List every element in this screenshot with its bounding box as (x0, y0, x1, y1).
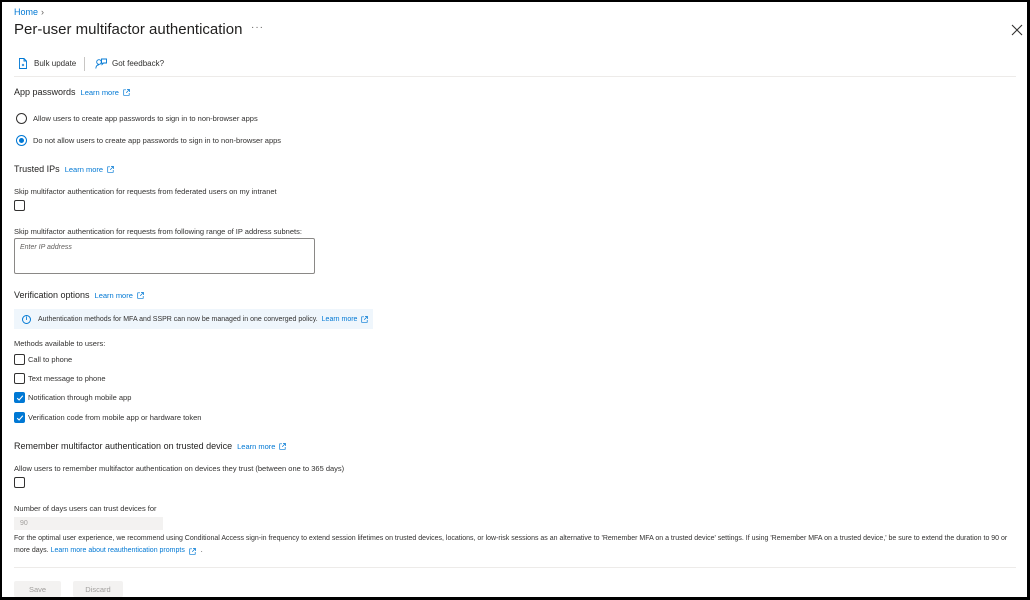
external-link-icon (123, 89, 130, 96)
radio-label: Allow users to create app passwords to sign in to non-browser apps (33, 114, 258, 123)
feedback-button[interactable] (95, 58, 164, 69)
methods-available-label: Methods available to users: (14, 339, 106, 348)
discard-button[interactable] (73, 581, 123, 597)
trust-days-value: 90 (20, 520, 28, 527)
page-title: Per-user multifactor authentication (14, 21, 243, 38)
remember-mfa-title: Remember multifactor authentication on trusted device (14, 441, 233, 451)
radio-button-selected[interactable] (16, 135, 27, 146)
breadcrumb-home[interactable]: Home (14, 7, 39, 17)
remember-mfa-heading (14, 441, 286, 451)
verification-learn-more-link[interactable] (95, 291, 144, 300)
method-label: Call to phone (28, 355, 73, 364)
page-frame (2, 2, 1027, 597)
learn-more-label: Learn more (64, 164, 104, 174)
app-passwords-heading (14, 87, 130, 97)
feedback-icon (95, 58, 107, 69)
more-options-button[interactable]: ··· (251, 22, 264, 33)
external-link-icon (361, 316, 368, 323)
external-link-icon (189, 548, 196, 555)
external-link-icon (279, 443, 286, 450)
note-text: For the optimal user experience, we recommend using Conditional Access sign-in frequency to extend session lifetimes on trusted devices, locations, or low-risk sessions as an alternative to 'Remember MFA on a trusted device' settings. If using 'Remember MFA on a trusted device,' be sure to extend the duration to 90 or more days. (14, 535, 1008, 554)
learn-more-label: Learn more (321, 315, 358, 323)
learn-more-label: Learn more (237, 441, 276, 451)
trusted-ips-title: Trusted IPs (14, 164, 60, 174)
method-mobile-notification[interactable] (14, 392, 131, 403)
close-icon[interactable] (1011, 24, 1023, 36)
trust-days-input[interactable] (14, 517, 163, 530)
remember-allow-label: Allow users to remember multifactor authentication on devices they trust (between one to 365 days) (14, 464, 345, 473)
toolbar-divider (84, 57, 85, 71)
app-passwords-learn-more-link[interactable] (81, 88, 130, 97)
radio-disallow-app-passwords[interactable] (16, 135, 281, 146)
remember-mfa-learn-more-link[interactable] (237, 442, 286, 451)
info-bar-learn-more-link[interactable] (322, 316, 369, 323)
feedback-label: Got feedback? (112, 59, 165, 68)
method-text-message[interactable] (14, 373, 106, 384)
trusted-ips-heading (14, 164, 114, 174)
method-label: Notification through mobile app (28, 393, 132, 402)
save-label: Save (28, 584, 47, 594)
verification-options-heading (14, 290, 144, 300)
trusted-ips-learn-more-link[interactable] (65, 165, 114, 174)
ip-address-placeholder: Enter IP address (20, 244, 72, 251)
federated-users-label: Skip multifactor authentication for requests from federated users on my intranet (14, 187, 277, 196)
converged-policy-info-bar (14, 309, 373, 329)
ip-range-label: Skip multifactor authentication for requests from following range of IP address subnets: (14, 227, 302, 236)
checkmark-icon (16, 394, 24, 402)
radio-button[interactable] (16, 113, 27, 124)
external-link-icon (137, 292, 144, 299)
info-icon: i (22, 315, 31, 324)
footer-divider (14, 567, 1016, 568)
verification-options-title: Verification options (14, 290, 90, 300)
learn-more-label: Learn more about reauthentication prompts (50, 547, 185, 554)
ip-address-textarea[interactable] (14, 238, 315, 274)
breadcrumb (14, 7, 44, 17)
remember-allow-checkbox[interactable] (14, 477, 25, 488)
bulk-update-button[interactable] (18, 58, 76, 69)
method-label: Text message to phone (28, 374, 106, 383)
toolbar-bottom-border (14, 76, 1016, 77)
radio-allow-app-passwords[interactable] (16, 113, 258, 124)
radio-label: Do not allow users to create app passwords to sign in to non-browser apps (33, 136, 282, 145)
trust-days-label: Number of days users can trust devices for (14, 504, 157, 513)
learn-more-label: Learn more (80, 87, 119, 97)
note-end: . (200, 547, 203, 554)
discard-label: Discard (85, 584, 111, 594)
external-link-icon (107, 166, 114, 173)
learn-more-label: Learn more (94, 290, 133, 300)
checkmark-icon (16, 414, 24, 422)
chevron-right-icon: › (41, 7, 45, 17)
checkbox[interactable] (14, 354, 25, 365)
method-label: Verification code from mobile app or hardware token (28, 413, 202, 422)
info-bar-text: Authentication methods for MFA and SSPR can now be managed in one converged policy. (38, 315, 318, 323)
document-icon (18, 58, 28, 69)
bulk-update-label: Bulk update (34, 59, 77, 68)
reauthentication-note (14, 533, 1014, 557)
checkbox-checked[interactable] (14, 412, 25, 423)
federated-users-checkbox[interactable] (14, 200, 25, 211)
app-passwords-title: App passwords (14, 87, 76, 97)
method-verification-code[interactable] (14, 412, 201, 423)
reauthentication-learn-more-link[interactable] (51, 545, 196, 557)
save-button[interactable] (14, 581, 61, 597)
checkbox-checked[interactable] (14, 392, 25, 403)
method-call-to-phone[interactable] (14, 354, 72, 365)
checkbox[interactable] (14, 373, 25, 384)
